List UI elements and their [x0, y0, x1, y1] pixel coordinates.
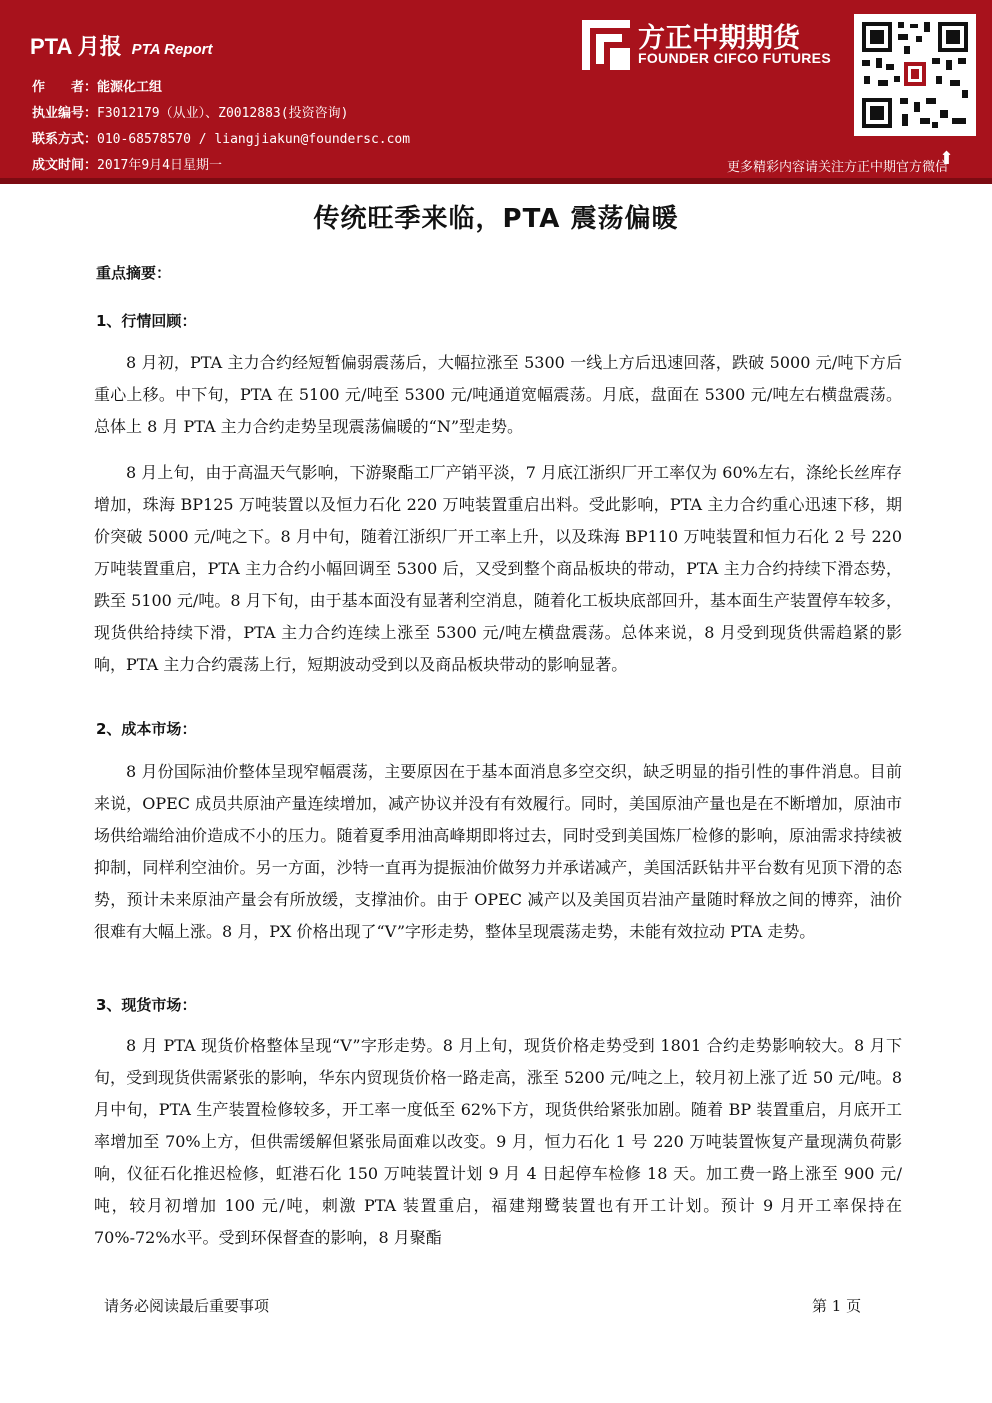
wechat-follow-note: 更多精彩内容请关注方正中期官方微信 — [726, 160, 948, 175]
body-paragraph: 8 月份国际油价整体呈现窄幅震荡，主要原因在于基本面消息多空交织，缺乏明显的指引性的事件消息。目前来说，OPEC 成员共原油产量连续增加，减产协议并没有有效履行。同时，美国原油产量也是在不断增加，原油市场供给端给油价造成不小的压力。随着夏季用油高峰期即将过去，同时受到美国炼厂检修的影响，原油需求持续被抑制，同样利空油价。另一方面，沙特一直再为提振油价做努力并承诺减产，美国活跃钻井平台数有见顶下滑的态势，预计未来原油产量会有所放缓，支撑油价。由于 OPEC 减产以及美国页岩油产量随时释放之间的博弈，油价很难有大幅上涨。8 月，PX 价格出现了“V”字形走势，整体呈现震荡走势，未能有效拉动 PTA 走势。 — [94, 762, 902, 941]
contact-value: 010-68578570 / liangjiakun@foundersc.com — [97, 132, 411, 147]
body-paragraph: 8 月 PTA 现货价格整体呈现“V”字形走势。8 月上旬，现货价格走势受到 1801 合约走势影响较大。8 月下旬，受到现货供需紧张的影响，华东内贸现货价格一路走高，涨至 5200 元/吨之上，较月初上涨了近 50 元/吨。8 月中旬，PTA 生产装置检修较多，开工率一度低至 62%下方，现货供给紧张加剧。随着 BP 装置重启，月底开工率增加至 70%上方，但供需缓解但紧张局面难以改变。9 月，恒力石化 1 号 220 万吨装置恢复产量现满负荷影响，仪征石化推迟检修，虹港石化 150 万吨装置计划 9 月 4 日起停车检修 18 天。加工费一路上涨至 900 元/吨，较月初增加 100 元/吨，刺激 PTA 装置重启，福建翔鹭装置也有开工计划。预计 9 月开工率保持在 70%-72%水平。受到环保督查的影响，8 月聚酯 — [94, 1036, 902, 1247]
report-title — [30, 30, 213, 61]
summary-heading: 重点摘要： — [96, 264, 172, 282]
author-value: 能源化工组 — [97, 80, 163, 95]
report-title-cn: PTA 月报 — [30, 34, 122, 59]
footer-disclaimer-note: 请务必阅读最后重要事项 — [104, 1297, 270, 1315]
contact-line — [32, 128, 410, 147]
section-heading: 1、行情回顾： — [96, 312, 197, 330]
qr-code-icon — [854, 14, 976, 136]
license-label: 执业编号： — [32, 106, 98, 121]
logo-mark-icon — [576, 18, 632, 72]
license-value: F3012179（从业）、Z0012883(投资咨询) — [97, 106, 349, 121]
document-title: 传统旺季来临，PTA 震荡偏暖 — [313, 204, 679, 234]
date-value: 2017年9月4日星期一 — [97, 158, 222, 173]
date-label: 成文时间： — [32, 158, 98, 173]
body-paragraph: 8 月初，PTA 主力合约经短暂偏弱震荡后，大幅拉涨至 5300 一线上方后迅速回落，跌破 5000 元/吨下方后重心上移。中下旬，PTA 在 5100 元/吨至 5300 元/吨通道宽幅震荡。月底，盘面在 5300 元/吨左右横盘震荡。总体上 8 月 PTA 主力合约走势呈现震荡偏暖的“N”型走势。 — [94, 353, 902, 436]
contact-label: 联系方式： — [32, 132, 98, 147]
company-logo — [576, 16, 836, 76]
wechat-qr-code — [854, 14, 976, 136]
body-paragraph: 8 月上旬，由于高温天气影响，下游聚酯工厂产销平淡，7 月底江浙织厂开工率仅为 60%左右，涤纶长丝库存增加，珠海 BP125 万吨装置以及恒力石化 220 万吨装置重启出料。受此影响，PTA 主力合约重心迅速下移，期价突破 5000 元/吨之下。8 月中旬，随着江浙织厂开工率上升，以及珠海 BP110 万吨装置和恒力石化 2 号 220 万吨装置重启，PTA 主力合约小幅回调至 5300 后，又受到整个商品板块的带动，PTA 主力合约持续下滑态势，跌至 5100 元/吨。8 月下旬，由于基本面没有显著利空消息，随着化工板块底部回升，基本面生产装置停车较多，现货供给持续下滑，PTA 主力合约连续上涨至 5300 元/吨左横盘震荡。总体来说，8 月受到现货供需趋紧的影响，PTA 主力合约震荡上行，短期波动受到以及商品板块带动的影响显著。 — [94, 463, 902, 674]
report-header — [0, 0, 992, 180]
logo-text-cn: 方正中期期货 — [638, 23, 800, 54]
report-title-en: PTA Report — [131, 41, 213, 58]
author-label: 作 者： — [32, 80, 98, 95]
section-heading: 2、成本市场： — [96, 720, 197, 738]
section-heading: 3、现货市场： — [96, 996, 197, 1014]
logo-text-en: FOUNDER CIFCO FUTURES — [638, 50, 831, 66]
arrow-up-icon: ⬆ — [938, 148, 954, 169]
header-divider — [0, 178, 992, 184]
page-number: 第 1 页 — [812, 1297, 862, 1315]
license-line — [32, 102, 348, 121]
date-line — [32, 154, 222, 173]
author-line — [32, 76, 162, 95]
